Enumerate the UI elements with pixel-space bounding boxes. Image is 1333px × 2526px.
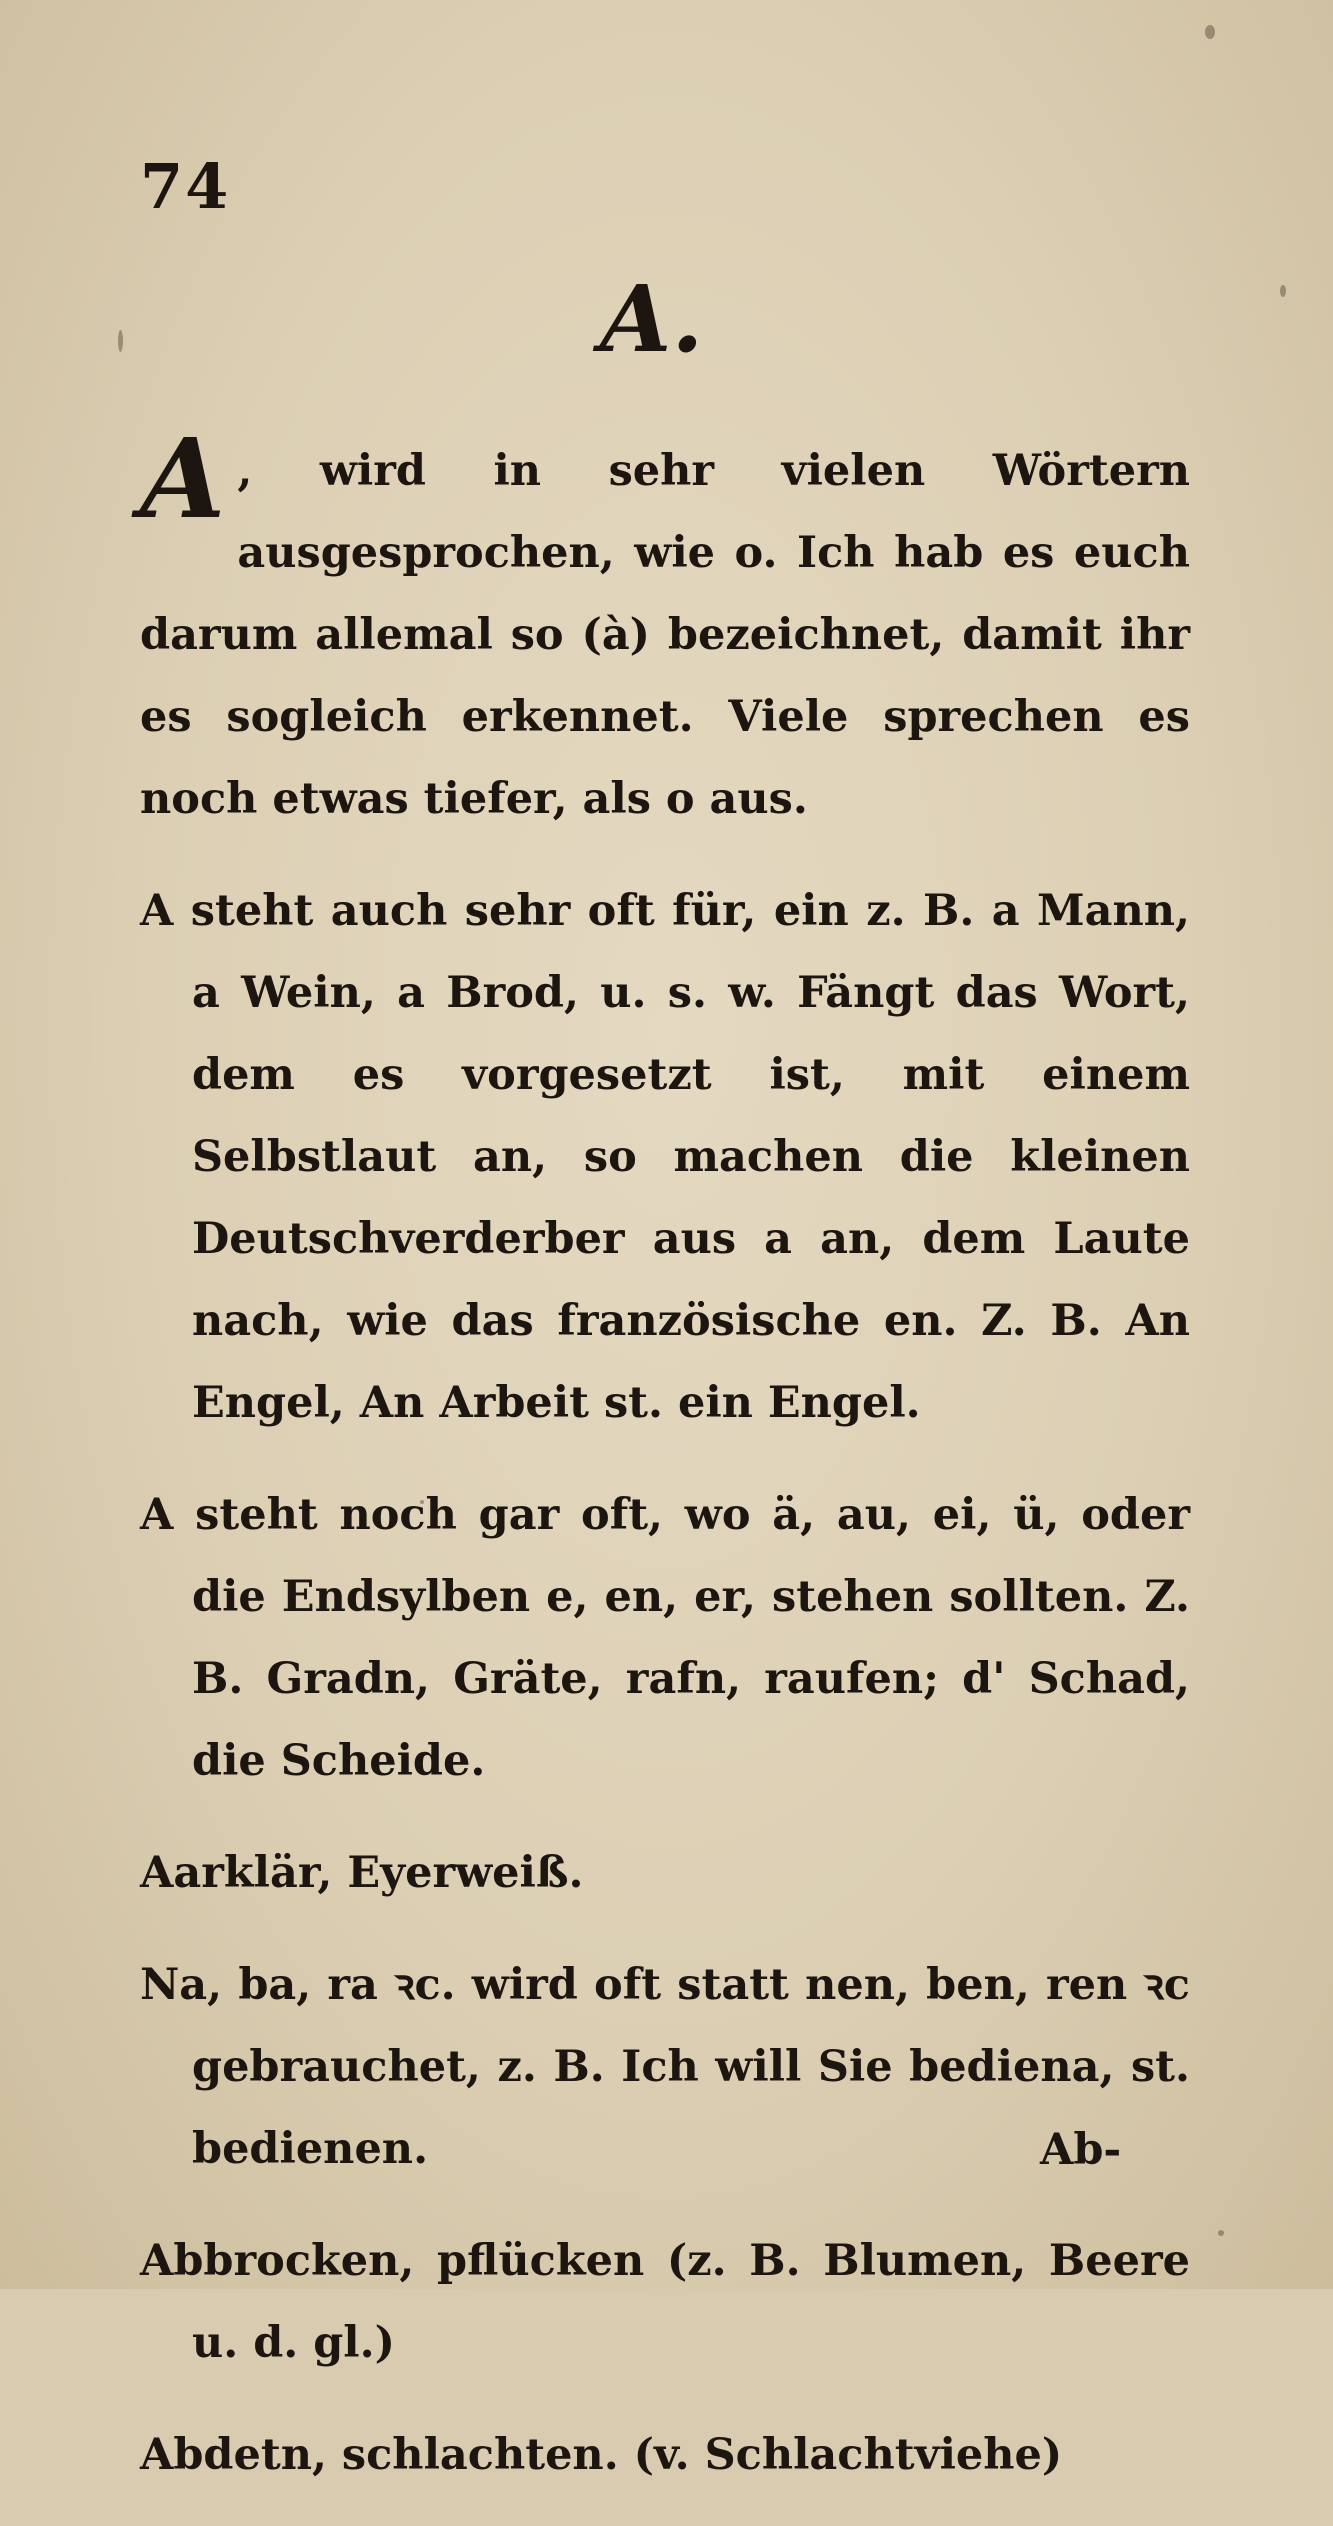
intro-paragraph xyxy=(140,414,1190,840)
catchword: Ab- xyxy=(1040,2125,1122,2175)
paper-speck xyxy=(1218,2230,1224,2236)
paper-speck xyxy=(118,330,123,352)
paper-speck xyxy=(1205,25,1215,39)
paper-speck xyxy=(1280,285,1286,297)
entry-paragraph: Na, ba, ra ꝛc. wird oft statt nen, ben, ren ꝛc gebrauchet, z. B. Ich will Sie bediena, st. bedienen. xyxy=(140,1960,1190,2174)
drop-cap: A xyxy=(140,414,226,543)
intro-text: , wird in sehr vielen Wörtern ausgesprochen, wie o. Ich hab es euch darum allemal so (à) bezeichnet, damit ihr es sogleich erkennet. Viele sprechen es noch etwas tiefer, als o aus. xyxy=(140,446,1190,824)
entry-paragraph: A steht auch sehr oft für, ein z. B. a Mann, a Wein, a Brod, u. s. w. Fängt das Wort, dem es vorgesetzt ist, mit einem Selbstlaut an, so machen die kleinen Deutschverderber aus a an, dem Laute nach, wie das französische en. Z. B. An Engel, An Arbeit st. ein Engel. xyxy=(140,886,1190,1428)
entry-paragraph: Abdetn, schlachten. (v. Schlachtviehe) xyxy=(140,2430,1063,2480)
entry-paragraph: Aarklär, Eyerweiß. xyxy=(140,1848,584,1898)
page-number: 74 xyxy=(140,150,231,223)
section-heading: A. xyxy=(600,265,704,373)
entry-paragraph: A steht noch gar oft, wo ä, au, ei, ü, oder die Endsylben e, en, er, stehen sollten. Z. B. Gradn, Gräte, rafn, raufen; d' Schad, die Scheide. xyxy=(140,1490,1190,1786)
entry-paragraph: Abbrocken, pflücken (z. B. Blumen, Beere u. d. gl.) xyxy=(140,2236,1190,2368)
dictionary-body xyxy=(140,414,1190,2526)
